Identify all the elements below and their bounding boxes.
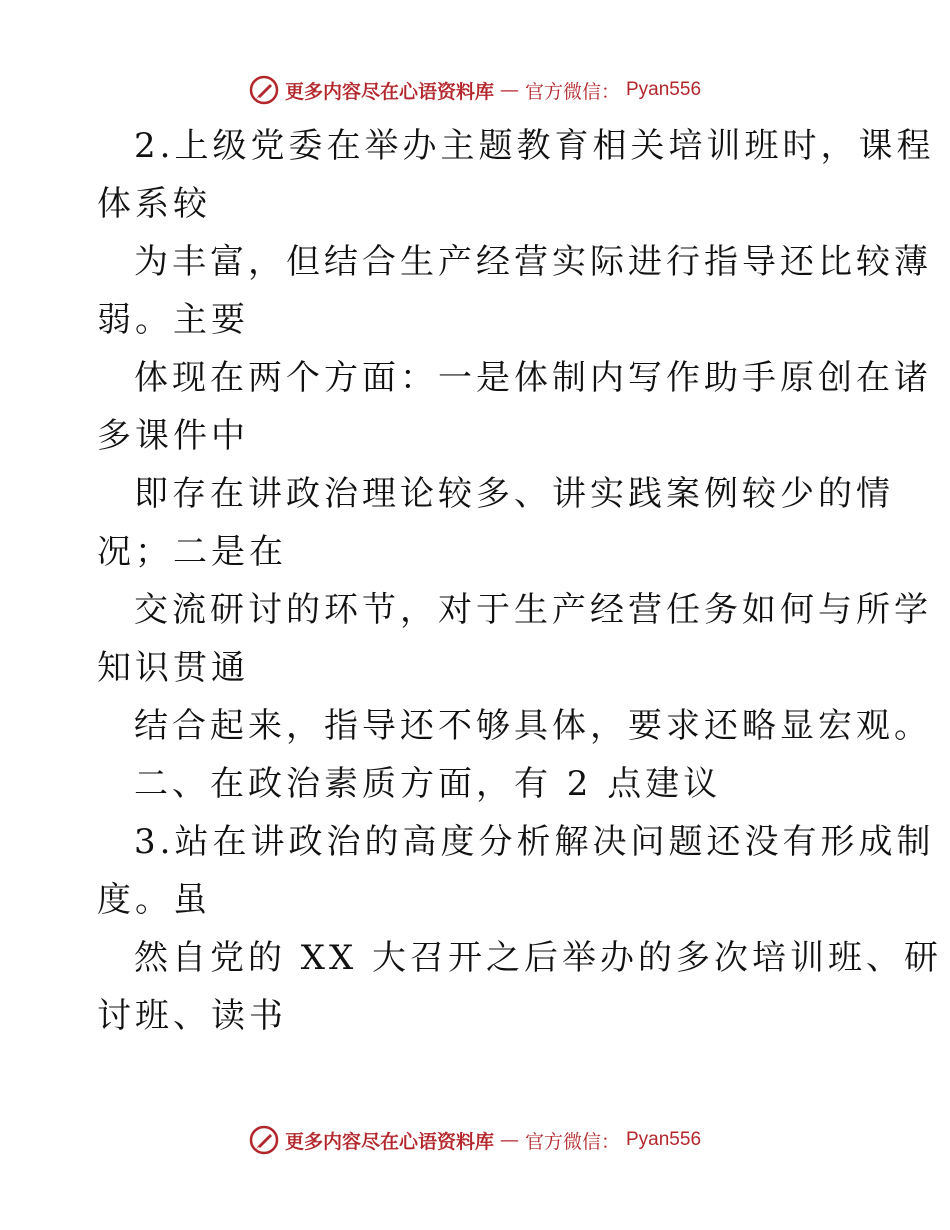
watermark-label: 官方微信： <box>524 1130 620 1153</box>
paragraph-line: 体现在两个方面：一是体制内写作助手原创在诸 <box>134 358 932 398</box>
paragraph-line: 弱。主要 <box>97 300 249 340</box>
quill-logo-icon <box>249 1125 279 1155</box>
watermark-id: Pyan556 <box>626 1129 702 1150</box>
watermark-dash: — <box>499 1129 519 1151</box>
watermark-dash: — <box>499 79 519 101</box>
paragraph-line: 然自党的 XX 大召开之后举办的多次培训班、研 <box>134 938 943 978</box>
paragraph-line: 为丰富，但结合生产经营实际进行指导还比较薄 <box>134 242 932 282</box>
paragraph-line: 知识贯通 <box>97 648 249 688</box>
paragraph-line: 即存在讲政治理论较多、讲实践案例较少的情 <box>134 474 894 514</box>
paragraph-line: 3.站在讲政治的高度分析解决问题还没有形成制 <box>134 822 935 862</box>
quill-logo-icon <box>249 75 279 105</box>
watermark-brand: 更多内容尽在心语资料库 <box>284 80 494 103</box>
paragraph-line: 交流研讨的环节，对于生产经营任务如何与所学 <box>134 590 932 630</box>
paragraph-line: 讨班、读书 <box>97 996 287 1036</box>
watermark-id: Pyan556 <box>626 79 702 100</box>
watermark-label: 官方微信： <box>524 80 620 103</box>
paragraph-line: 结合起来，指导还不够具体，要求还略显宏观。 <box>134 706 932 746</box>
paragraph-line: 2.上级党委在举办主题教育相关培训班时，课程 <box>134 126 935 166</box>
section-heading: 二、在政治素质方面，有 2 点建议 <box>134 764 722 804</box>
paragraph-line: 体系较 <box>97 184 211 224</box>
paragraph-line: 多课件中 <box>97 416 249 456</box>
paragraph-line: 度。虽 <box>97 880 211 920</box>
watermark-header <box>0 70 950 110</box>
paragraph-line: 况；二是在 <box>97 532 287 572</box>
watermark-brand: 更多内容尽在心语资料库 <box>284 1130 494 1153</box>
watermark-footer <box>0 1120 950 1160</box>
